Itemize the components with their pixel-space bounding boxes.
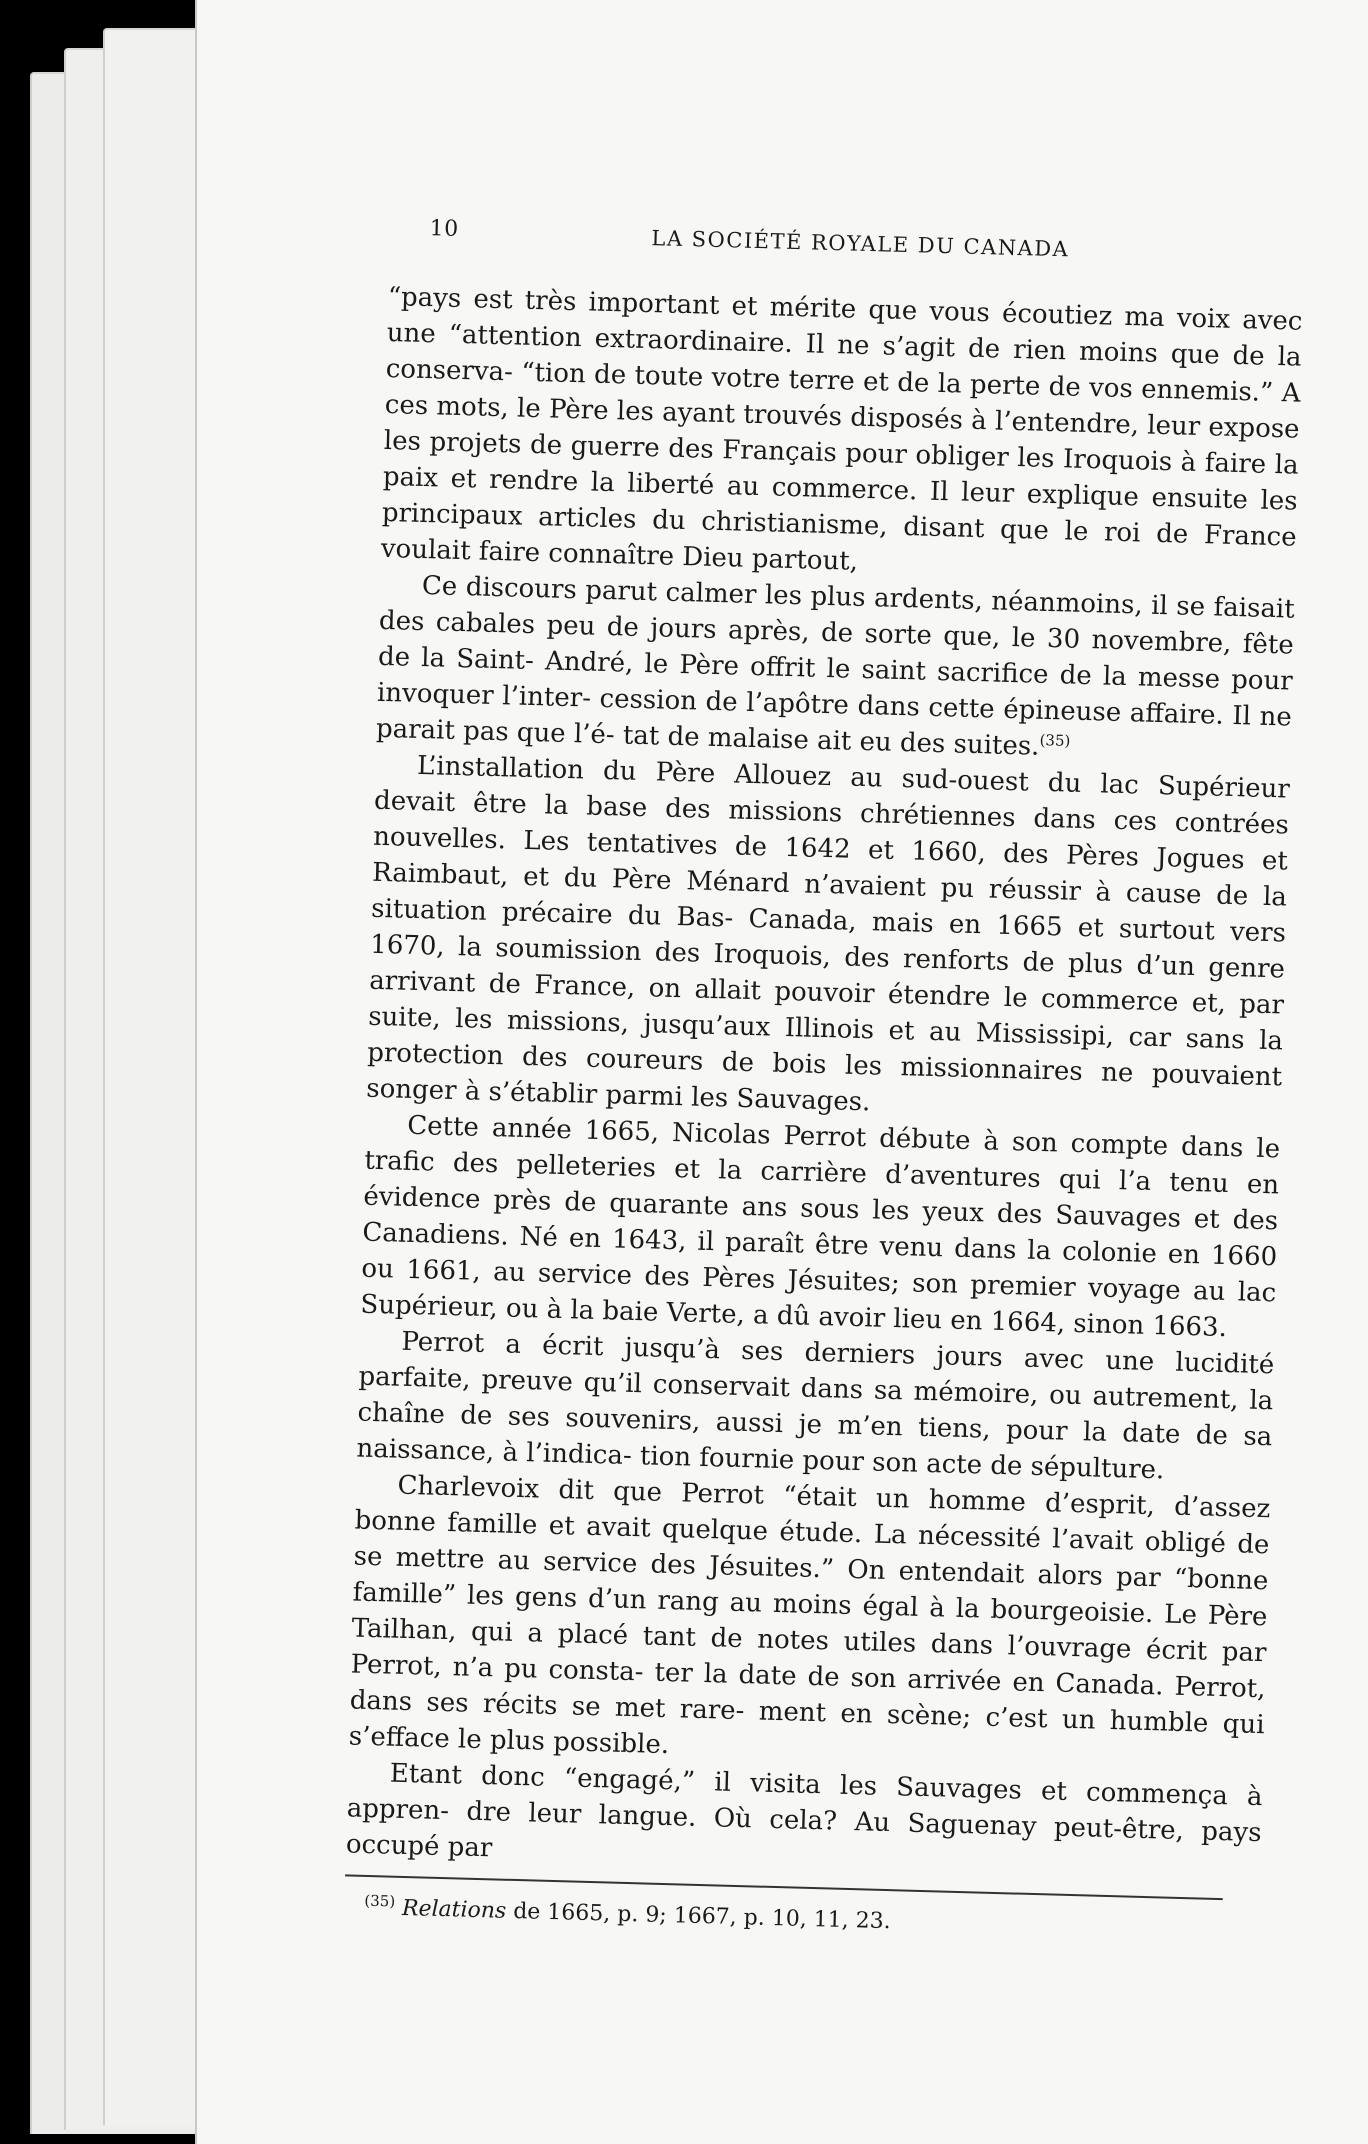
journal-title: LA SOCIÉTÉ ROYALE DU CANADA (651, 226, 1070, 262)
paragraph-4: Cette année 1665, Nicolas Perrot débute à son compte dans le trafic des pelleteries et la carrière d’aventures qui l’a tenu en évidence près de quarante ans sous les yeux des Sauvages et des Canadiens. Né en 1643, il paraît être venu dans la colonie en 1660 ou 1661, au service des Pères Jésuites; son premier voyage au lac Supérieur, ou à la baie Verte, a dû avoir lieu en 1664, sinon 1663. (360, 1110, 1281, 1344)
page-number: 10 (429, 216, 459, 242)
paragraph-2 (376, 567, 1296, 772)
paragraph-1: “pays est très important et mérite que vous écoutiez ma voix avec une “attention extraordinaire. Il ne s’agit de rien moins que de la conserva- “tion de toute votre terre et de la perte de vos ennemis.” A ces mots, le Père les ayant trouvés disposés à l’entendre, leur expose les projets de guerre des Français pour obliger les Iroquois à faire la paix et rendre la liberté au commerce. Il leur explique ensuite les principaux articles du christianisme, disant que le roi de France voulait faire connaître Dieu partout, (380, 281, 1303, 577)
footnote-text: de 1665, p. 9; 1667, p. 10, 11, 23. (505, 1898, 892, 1935)
footnote-source: Relations (401, 1895, 507, 1924)
paragraph-7: Etant donc “engagé,” il visita les Sauvages et commença à appren- dre leur langue. Où cela? Au Saguenay peut-être, pays occupé par (345, 1758, 1263, 1864)
footnote-mark: (35) (364, 1891, 396, 1911)
paragraph-6: Charlevoix dit que Perrot “était un homme d’esprit, d’assez bonne famille et avait quelque étude. La nécessité l’avait obligé de se mettre au service des Jésuites.” On entendait alors par “bonne famille” les gens d’un rang au moins égal à la bourgeoisie. Le Père Tailhan, qui a placé tant de notes utiles dans l’ouvrage écrit par Perrot, n’a pu consta- ter la date de son arrivée en Canada. Perrot, dans ses récits se met rare- ment en scène; c’est un humble qui s’efface le plus possible. (348, 1470, 1271, 1761)
paragraph-2-text: Ce discours parut calmer les plus ardents, néanmoins, il se faisait des cabales peu de jours après, de sorte que, le 30 novembre, fête de la Saint- André, le Père offrit le saint sacrifice de la messe pour invoquer l’inter- cession de l’apôtre dans cette épineuse affaire. Il ne parait pas que l’é- tat de malaise ait eu des suites. (375, 571, 1296, 762)
paragraph-5: Perrot a écrit jusqu’à ses derniers jours avec une lucidité parfaite, preuve qu’il conservait dans sa mémoire, ou autrement, la chaîne de ses souvenirs, aussi je m’en tiens, pour la date de sa naissance, à l’indica- tion fournie pour son acte de sépulture. (356, 1326, 1275, 1486)
body-text (345, 279, 1303, 1887)
footnote-reference: (35) (1039, 731, 1071, 750)
page-content (344, 215, 1305, 1947)
paragraph-3: L’installation du Père Allouez au sud-ouest du lac Supérieur devait être la base des missions chrétiennes dans ces contrées nouvelles. Les tentatives de 1642 et 1660, des Pères Jogues et Raimbaut, et du Père Ménard n’avaient pu réussir à cause de la situation précaire du Bas- Canada, mais en 1665 et surtout vers 1670, la soumission des Iroquois, des renforts de plus d’un genre arrivant de France, on allait pouvoir étendre le commerce et, par suite, les missions, jusqu’aux Illinois et au Mississipi, car sans la protection des coureurs de bois les missionnaires ne pouvaient songer à s’établir parmi les Sauvages. (365, 750, 1291, 1118)
